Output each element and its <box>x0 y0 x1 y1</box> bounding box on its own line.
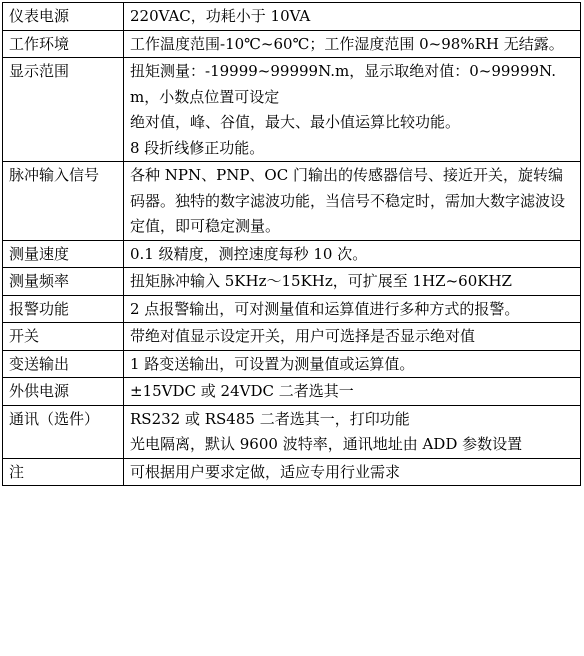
spec-row <box>3 3 581 31</box>
spec-label: 通讯（选件） <box>3 405 124 458</box>
spec-row <box>3 378 581 406</box>
spec-value <box>124 295 581 323</box>
spec-row <box>3 58 581 162</box>
spec-row <box>3 162 581 241</box>
spec-value-line: 带绝对值显示设定开关，用户可选择是否显示绝对值 <box>130 327 476 345</box>
spec-value <box>124 3 581 31</box>
spec-value-line: 220VAC，功耗小于 10VA <box>130 7 311 25</box>
spec-value-line: 扭矩测量：-19999~99999N.m，显示取绝对值：0~99999N.m，小数点位置可设定 <box>130 62 556 106</box>
spec-label: 显示范围 <box>3 58 124 162</box>
spec-value <box>124 162 581 241</box>
spec-label: 外供电源 <box>3 378 124 406</box>
spec-value-line: 8 段折线修正功能。 <box>130 138 265 157</box>
spec-row <box>3 268 581 296</box>
spec-table-body <box>3 3 581 486</box>
spec-label: 变送输出 <box>3 350 124 378</box>
spec-value-line: 光电隔离，默认 9600 波特率，通讯地址由 ADD 参数设置 <box>130 435 523 453</box>
spec-label: 开关 <box>3 323 124 351</box>
spec-label: 工作环境 <box>3 30 124 58</box>
spec-row <box>3 295 581 323</box>
spec-value-line: 2 点报警输出，可对测量值和运算值进行多种方式的报警。 <box>130 299 520 318</box>
spec-value <box>124 378 581 406</box>
spec-row <box>3 240 581 268</box>
spec-value-line: RS232 或 RS485 二者选其一，打印功能 <box>130 409 410 428</box>
spec-value <box>124 323 581 351</box>
spec-value <box>124 350 581 378</box>
spec-value-line: 扭矩脉冲输入 5KHz～15KHz，可扩展至 1HZ~60KHZ <box>130 272 512 290</box>
spec-value-line: ±15VDC 或 24VDC 二者选其一 <box>130 382 354 400</box>
spec-value-line: 可根据用户要求定做，适应专用行业需求 <box>130 462 401 481</box>
spec-row <box>3 350 581 378</box>
spec-value-line: 1 路变送输出，可设置为测量值或运算值。 <box>130 354 415 373</box>
spec-value <box>124 58 581 162</box>
spec-label: 仪表电源 <box>3 3 124 31</box>
spec-value-line: 工作温度范围-10℃~60℃；工作湿度范围 0~98%RH 无结露。 <box>130 34 564 53</box>
spec-row <box>3 405 581 458</box>
spec-value <box>124 30 581 58</box>
spec-label: 脉冲输入信号 <box>3 162 124 241</box>
spec-label: 报警功能 <box>3 295 124 323</box>
spec-value-line: 绝对值，峰、谷值，最大、最小值运算比较功能。 <box>130 113 461 131</box>
spec-value-line: 0.1 级精度，测控速度每秒 10 次。 <box>130 244 368 263</box>
spec-label: 测量频率 <box>3 268 124 296</box>
spec-value <box>124 240 581 268</box>
spec-value <box>124 458 581 486</box>
spec-label: 注 <box>3 458 124 486</box>
spec-row <box>3 323 581 351</box>
spec-table <box>2 2 581 486</box>
spec-row <box>3 30 581 58</box>
spec-value-line: 各种 NPN、PNP、OC 门输出的传感器信号、接近开关，旋转编码器。独特的数字滤波功能，当信号不稳定时，需加大数字滤波设定值，即可稳定测量。 <box>130 166 566 235</box>
spec-row <box>3 458 581 486</box>
spec-value <box>124 405 581 458</box>
spec-label: 测量速度 <box>3 240 124 268</box>
spec-value <box>124 268 581 296</box>
